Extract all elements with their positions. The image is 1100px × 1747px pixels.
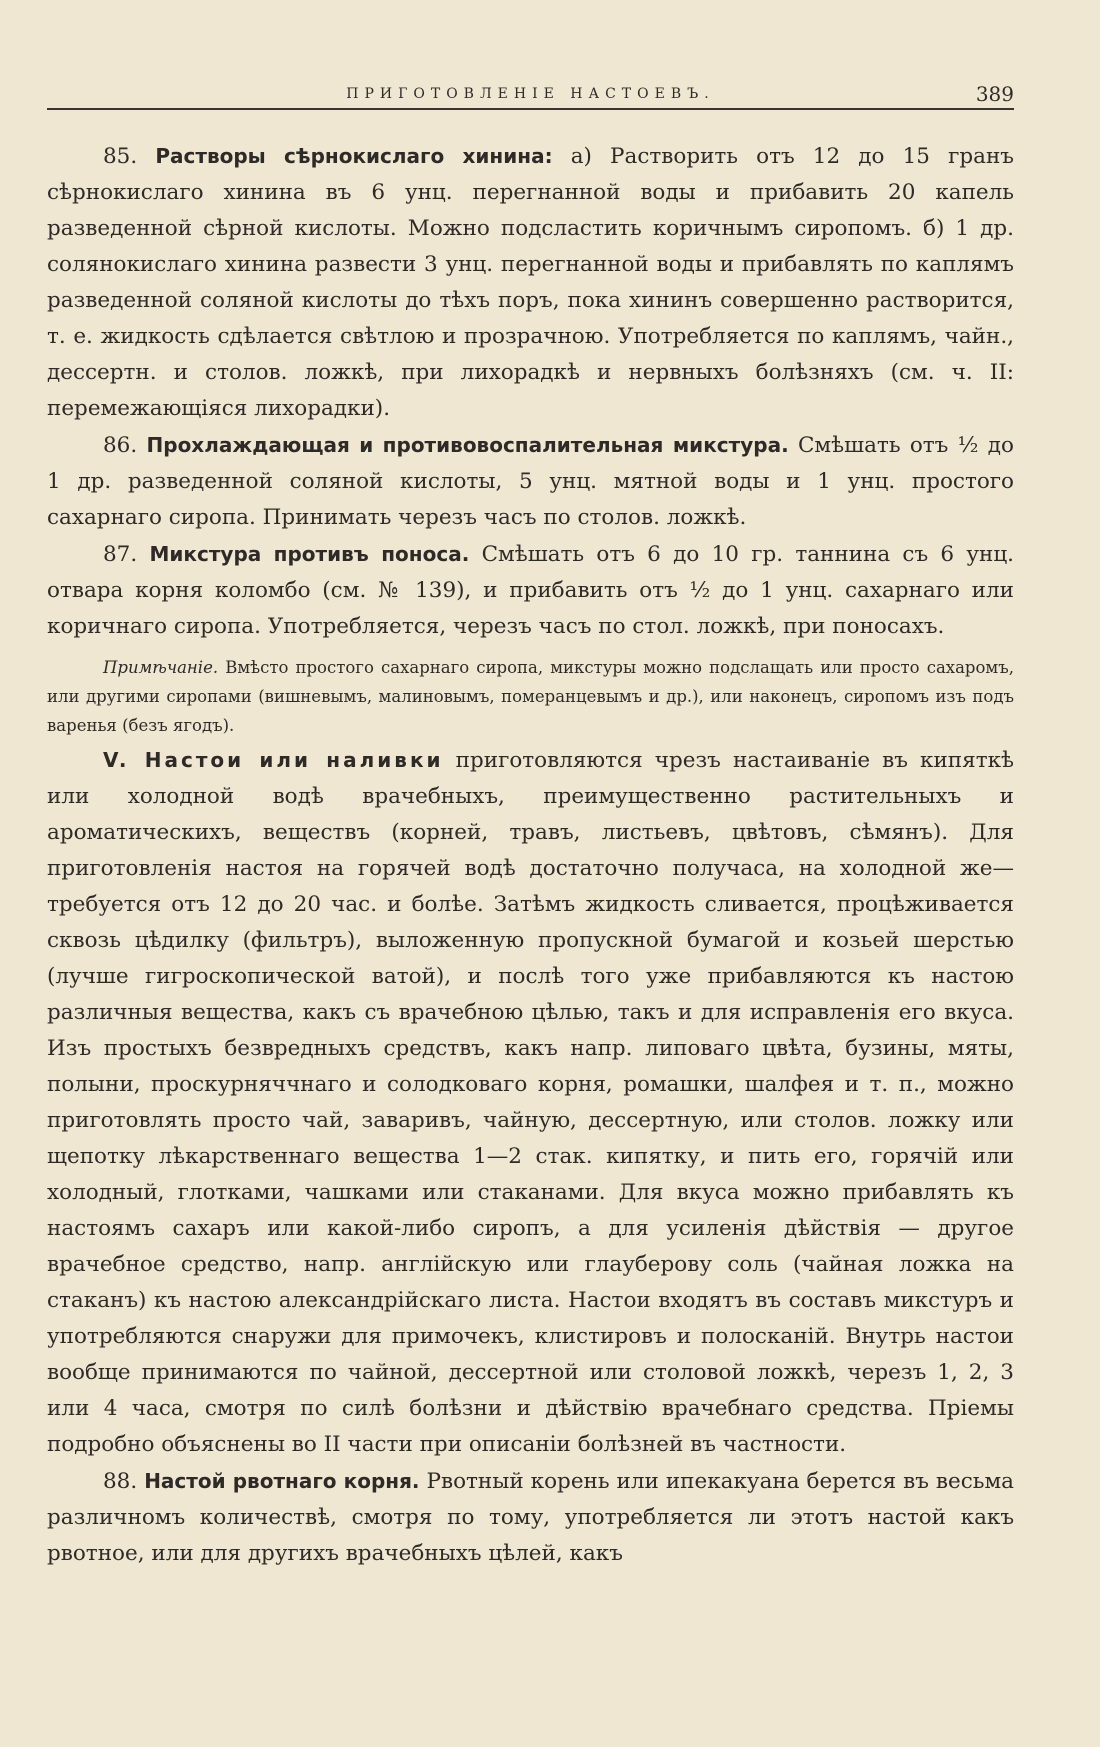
entry-title: Прохлаждающая и противовоспалительная микстура. <box>146 433 789 457</box>
note-text: Вмѣсто простого сахарнаго сиропа, микстуры можно подслащать или просто сахаромъ, или другими сиропами (вишневымъ, малиновымъ, померанцевымъ и др.), или наконецъ, сиропомъ изъ подъ варенья (безъ ягодъ). <box>47 658 1014 735</box>
entry-88 <box>47 1463 1014 1572</box>
section-text: приготовляются чрезъ настаиваніе въ кипяткѣ или холодной водѣ врачебныхъ, преимущественно растительныхъ и ароматическихъ, веществъ (корней, травъ, листьевъ, цвѣтовъ, сѣмянъ). Для приготовленія настоя на горячей водѣ достаточно получаса, на холодной же—требуется отъ 12 до 20 час. и болѣе. Затѣмъ жидкость сливается, процѣживается сквозь цѣдилку (фильтръ), выложенную пропускной бумагой и козьей шерстью (лучше гигроскопической ватой), и послѣ того уже прибавляются къ настою различныя вещества, какъ съ врачебною цѣлью, такъ и для исправленія его вкуса. Изъ простыхъ безвредныхъ средствъ, какъ напр. липоваго цвѣта, бузины, мяты, полыни, проскурняччнаго и солодковаго корня, ромашки, шалфея и т. п., можно приготовлять просто чай, заваривъ, чайную, дессертную, или столов. ложку или щепотку лѣкарственнаго вещества 1—2 стак. кипятку, и пить его, горячій или холодный, глотками, чашками или стаканами. Для вкуса можно прибавлять къ настоямъ сахаръ или какой-либо сиропъ, а для усиленія дѣйствія — другое врачебное средство, напр. англійскую или глауберову соль (чайная ложка на стаканъ) къ настою александрійскаго листа. Настои входятъ въ составъ микстуръ и употребляются снаружи для примочекъ, клистировъ и полосканій. Внутрь настои вообще принимаются по чайной, дессертной или столовой ложкѣ, черезъ 1, 2, 3 или 4 часа, смотря по силѣ болѣзни и дѣйствію врачебнаго средства. Пріемы подробно объяснены во II части при описаніи болѣзней въ частности. <box>47 748 1014 1457</box>
entry-number: 86. <box>103 433 138 458</box>
entry-text: Смѣшать отъ ½ до 1 др. разведенной соляной кислоты, 5 унц. мятной воды и 1 унц. простого сахарнаго сиропа. Принимать черезъ часъ по столов. ложкѣ. <box>47 433 1014 530</box>
entry-number: 88. <box>103 1469 138 1494</box>
entry-title: Растворы сѣрнокислаго хинина: <box>155 144 553 168</box>
entry-text: а) Растворить отъ 12 до 15 гранъ сѣрнокислаго хинина въ 6 унц. перегнанной воды и прибавить 20 капель разведенной сѣрной кислоты. Можно подсластить коричнымъ сиропомъ. б) 1 др. солянокислаго хинина развести 3 унц. перегнанной воды и прибавлять по каплямъ разведенной соляной кислоты до тѣхъ поръ, пока хининъ совершенно растворится, т. е. жидкость сдѣлается свѣтлою и прозрачною. Употребляется по каплямъ, чайн., дессертн. и столов. ложкѣ, при лихорадкѣ и нервныхъ болѣзняхъ (см. ч. II: перемежающіяся лихорадки). <box>47 144 1014 421</box>
entry-85 <box>47 138 1014 427</box>
section-title: V. Настои или наливки <box>103 748 444 772</box>
entry-number: 85. <box>103 144 138 169</box>
running-head: ПРИГОТОВЛЕНІЕ НАСТОЕВЪ. <box>346 86 715 102</box>
section-v <box>47 742 1014 1463</box>
entry-title: Микстура противъ поноса. <box>149 542 470 566</box>
entry-title: Настой рвотнаго корня. <box>144 1469 420 1493</box>
page-number: 389 <box>975 82 1014 106</box>
footnote-remark <box>47 653 1014 740</box>
entry-number: 87. <box>103 542 138 567</box>
entry-86 <box>47 427 1014 536</box>
entry-text: Рвотный корень или ипекакуана берется въ весьма различномъ количествѣ, смотря по тому, употребляется ли этотъ настой какъ рвотное, или для другихъ врачебныхъ цѣлей, какъ <box>47 1469 1015 1566</box>
entry-87 <box>47 536 1014 645</box>
page-header <box>47 82 1014 110</box>
entry-text: Смѣшать отъ 6 до 10 гр. таннина съ 6 унц. отвара корня коломбо (см. № 139), и прибавить отъ ½ до 1 унц. сахарнаго или коричнаго сиропа. Употребляется, черезъ часъ по стол. ложкѣ, при поносахъ. <box>47 542 1015 639</box>
page-body <box>47 138 1014 1572</box>
note-label: Примѣчаніе. <box>103 658 219 677</box>
